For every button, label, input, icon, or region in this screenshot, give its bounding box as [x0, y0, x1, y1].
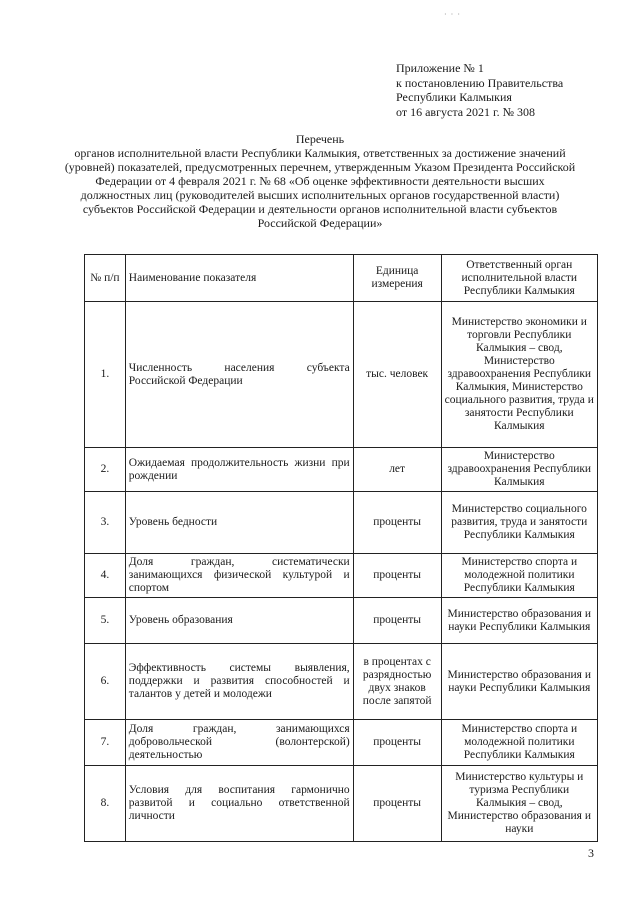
table-row: [85, 302, 598, 448]
row-unit: тыс. человек: [353, 302, 441, 448]
table-row: [85, 598, 598, 644]
table-row: [85, 554, 598, 598]
appendix-line: к постановлению Правительства: [396, 75, 564, 90]
title-heading: Перечень: [295, 132, 345, 146]
row-org: Министерство здравоохранения Республики Калмыкия: [441, 448, 597, 492]
row-unit: проценты: [353, 720, 441, 766]
row-name: Эффективность системы выявления, поддержки и развития способностей и талантов у детей и молодежи: [125, 644, 353, 720]
row-name: Уровень бедности: [125, 492, 353, 554]
row-num: 5.: [85, 598, 126, 644]
row-num: 2.: [85, 448, 126, 492]
table-header-row: [85, 255, 598, 302]
row-name: Условия для воспитания гармонично развитой и социально ответственной личности: [125, 766, 353, 842]
header-name: Наименование показателя: [125, 255, 353, 302]
header-num: № п/п: [85, 255, 126, 302]
row-num: 8.: [85, 766, 126, 842]
row-num: 6.: [85, 644, 126, 720]
row-num: 3.: [85, 492, 126, 554]
row-name: Уровень образования: [125, 598, 353, 644]
row-name: Численность населения субъекта Российской Федерации: [125, 302, 353, 448]
row-num: 7.: [85, 720, 126, 766]
row-unit: проценты: [353, 554, 441, 598]
document-title: [60, 132, 580, 230]
row-org: Министерство экономики и торговли Республики Калмыкия – свод, Министерство здравоохранения Республики Калмыкия, Министерство социального развития, труда и занятости Республики Калмыкия: [441, 302, 597, 448]
appendix-line: Республики Калмыкия: [396, 90, 512, 104]
table-row: [85, 720, 598, 766]
scan-artifact: · · ·: [444, 10, 461, 19]
row-org: Министерство спорта и молодежной политики Республики Калмыкия: [441, 720, 597, 766]
row-org: Министерство культуры и туризма Республики Калмыкия – свод, Министерство образования и науки: [441, 766, 597, 842]
row-org: Министерство образования и науки Республики Калмыкия: [441, 644, 597, 720]
indicators-table: [84, 254, 598, 842]
row-unit: лет: [353, 448, 441, 492]
table-row: [85, 766, 598, 842]
row-name: Доля граждан, систематически занимающихся физической культурой и спортом: [125, 554, 353, 598]
row-name: Ожидаемая продолжительность жизни при рождении: [125, 448, 353, 492]
appendix-block: [396, 61, 563, 119]
title-body: органов исполнительной власти Республики Калмыкия, ответственных за достижение значений (уровней) показателей, предусмотренных перечнем, утвержденным Указом Президента Российской Федерации от 4 февраля 2021 г. № 68 «Об оценке эффективности деятельности высших должностных лиц (руководителей высших исполнительных органов государственной власти) субъектов Российской Федерации и деятельности органов исполнительной власти субъектов Российской Федерации»: [64, 146, 576, 230]
row-unit: проценты: [353, 492, 441, 554]
row-num: 1.: [85, 302, 126, 448]
row-org: Министерство образования и науки Республики Калмыкия: [441, 598, 597, 644]
header-org: Ответственный орган исполнительной власти Республики Калмыкия: [441, 255, 597, 302]
header-unit: Единица измерения: [353, 255, 441, 302]
table-row: [85, 492, 598, 554]
page-number: 3: [588, 846, 594, 860]
table-row: [85, 644, 598, 720]
row-unit: в процентах с разрядностью двух знаков после запятой: [353, 644, 441, 720]
row-num: 4.: [85, 554, 126, 598]
appendix-line: от 16 августа 2021 г. № 308: [396, 104, 536, 119]
row-unit: проценты: [353, 598, 441, 644]
row-org: Министерство социального развития, труда и занятости Республики Калмыкия: [441, 492, 597, 554]
table-row: [85, 448, 598, 492]
appendix-line: Приложение № 1: [396, 61, 484, 75]
row-name: Доля граждан, занимающихся добровольческой (волонтерской) деятельностью: [125, 720, 353, 766]
row-unit: проценты: [353, 766, 441, 842]
row-org: Министерство спорта и молодежной политики Республики Калмыкия: [441, 554, 597, 598]
